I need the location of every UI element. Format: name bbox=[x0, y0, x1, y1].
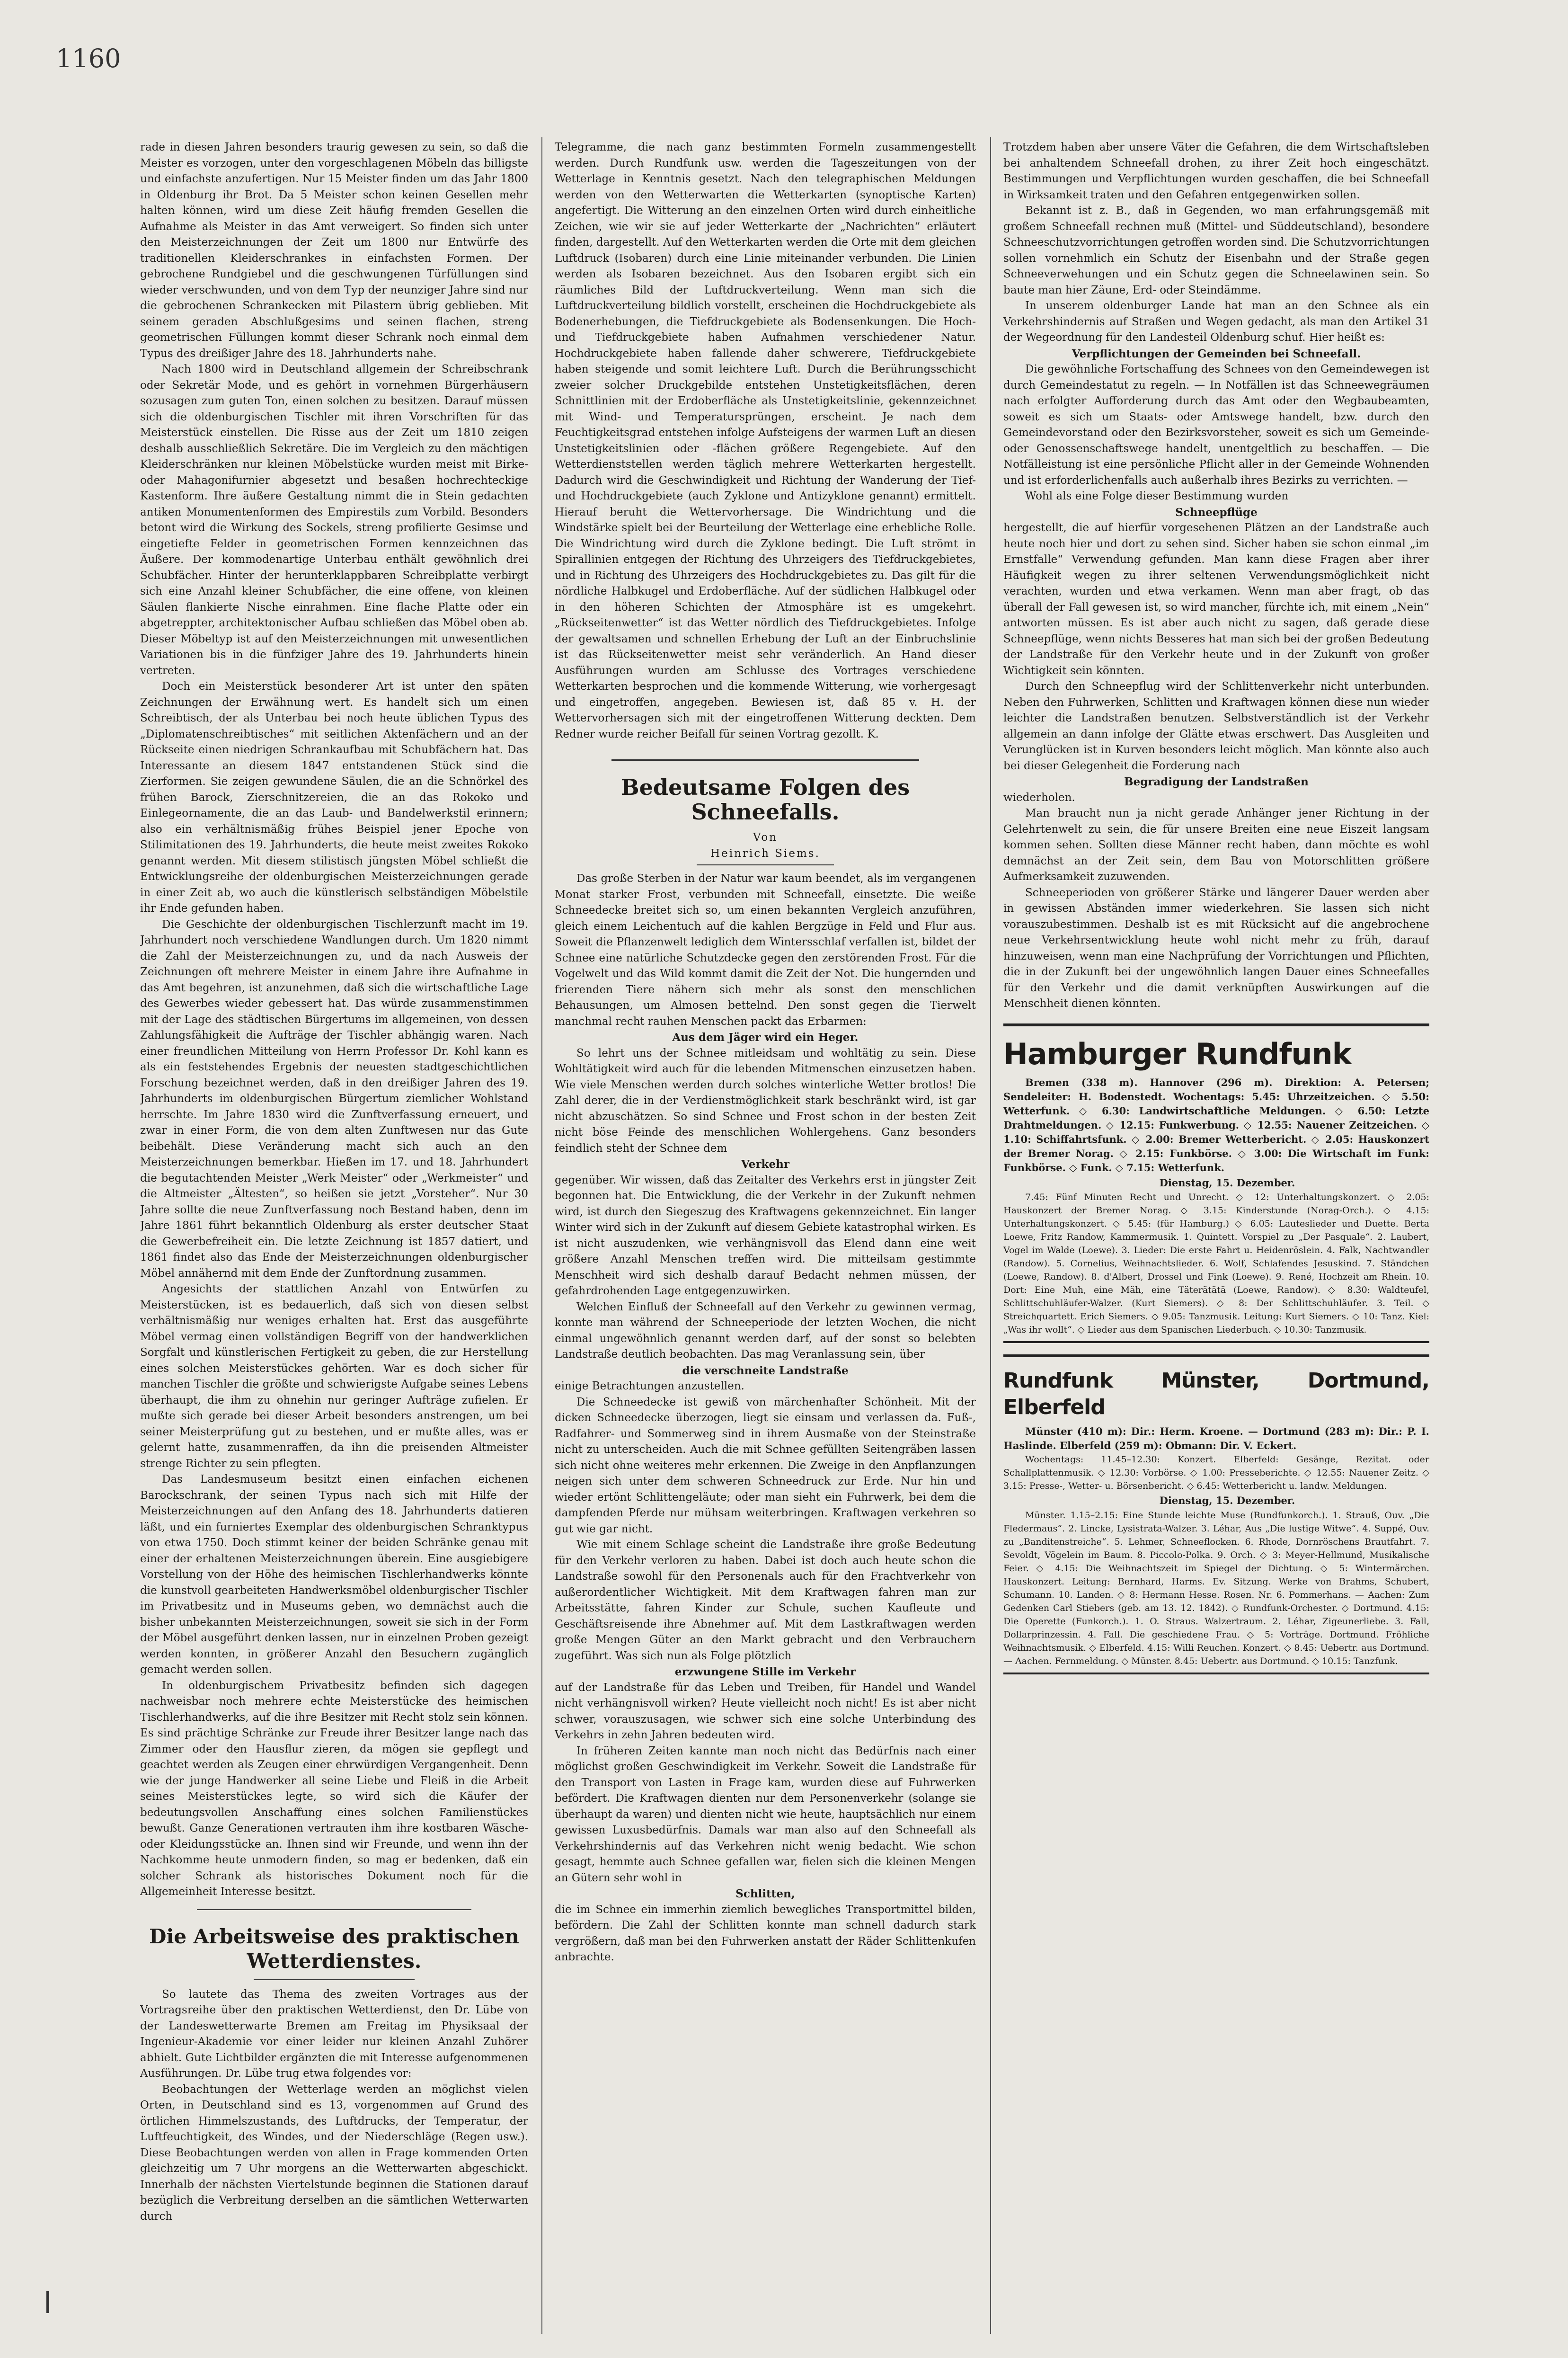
paragraph: Die Schneedecke ist gewiß von märchenhafter Schönheit. Mit der dicken Schneedecke überzogen, liegt sie einsam und verlassen da. Fuß-, Radfahrer- und Sommerweg sind in ihrem Ausmaße von der Steinstraße nicht zu unterscheiden. Auch die mit Schnee gefüllten Seitengräben lassen sich nicht ohne weiteres mehr erkennen. Die Zweige in den Anpflanzungen neigen sich unter dem schweren Schneedruck zur Erde. Nur hin und wieder ertönt Schlittengeläute; oder man sieht ein Fuhrwerk, bei dem die dampfenden Pferde nur mühsam weiterbringen. Kraftwagen verkehren so gut wie gar nicht. bbox=[555, 1396, 976, 1535]
headline-rule bbox=[697, 864, 834, 865]
radio-program-muenster bbox=[1003, 1354, 1429, 1674]
margin-mark bbox=[46, 2291, 49, 2313]
paragraph: Wie mit einem Schlage scheint die Landstraße ihre große Bedeutung für den Verkehr verloren zu haben. Dabei ist doch auch heute schon die Landstraße sowohl für den Personenals auch für den Frachtverkehr von außerordentlicher Wichtigkeit. Mit dem Kraftwagen fahren man zur Arbeitsstätte, fahren Kinder zur Schule, suchen Kaufleute und Geschäftsreisende ihre Abnehmer auf. Mit dem Lastkraftwagen werden große Mengen Güter an den Markt gebracht und den Verbrauchern zugeführt. Was sich nun als Folge plötzlich bbox=[555, 1539, 976, 1662]
subhead-schneepfluege: Schneepflüge bbox=[1175, 506, 1258, 519]
subhead-stille: erzwungene Stille im Verkehr bbox=[674, 1665, 856, 1678]
paragraph: hergestellt, die auf hierfür vorgesehenen Plätzen an der Landstraße auch heute noch hier und dort zu sehen sind. Sicher haben sie schon einmal „im Ernstfalle“ Verwendung gefunden. Man kann diese Fragen aber ihrer Häufigkeit wegen zu ihrer seltenen Verwendungsmöglichkeit nicht verachten, wurden und etwa verkamen. Wenn man aber fragt, ob das überall der Fall gewesen ist, so wird mancher, fürchte ich, mit einem „Nein“ antworten müssen. Es ist aber auch nicht zu sagen, daß gerade diese Schneepflüge, wenn nichts Besseres hat man sich bei der großen Bedeutung der Landstraße für den Verkehr heute und in der Zukunft von großer Wichtigkeit sein könnten. bbox=[1003, 522, 1429, 677]
article-headline-wetterdienst: Die Arbeitsweise des praktischen Wetterdienstes. bbox=[149, 1924, 519, 1973]
paragraph: gegenüber. Wir wissen, daß das Zeitalter des Verkehrs erst in jüngster Zeit begonnen hat. Die Entwicklung, die der Verkehr in der Zukunft nehmen wird, ist durch den Siegeszug des Kraftwagens gekennzeichnet. Ein langer Winter wird sich in der Zukunft auf diesem Gebiete katastrophal wirken. Es ist nicht auszudenken, wie verhängnisvoll das Elend dann eine weit größere Anzahl Menschen treffen wird. Die mitteilsam gestimmte Menschheit wird sich deshalb darauf Bedacht nehmen müssen, der gefahrdrohenden Lage entgegenzuwirken. bbox=[555, 1174, 976, 1297]
subhead-jaeger: Aus dem Jäger wird ein Heger. bbox=[672, 1031, 859, 1044]
subhead-schlitten: Schlitten, bbox=[735, 1887, 795, 1900]
subhead-verpflichtungen: Verpflichtungen der Gemeinden bei Schneefall. bbox=[1072, 347, 1361, 360]
paragraph: Trotzdem haben aber unsere Väter die Gefahren, die dem Wirtschaftsleben bei anhaltendem Schneefall drohen, zu ihrer Zeit hoch eingeschätzt. Bestimmungen und Verpflichtungen wurden geschaffen, die bei Schneefall in Wirksamkeit traten und den Gefahren entgegenwirken sollen. bbox=[1003, 141, 1429, 201]
radio-title-muenster: Rundfunk Münster, Dortmund, Elberfeld bbox=[1003, 1369, 1429, 1419]
paragraph: Die Geschichte der oldenburgischen Tischlerzunft macht im 19. Jahrhundert noch verschiedene Wandlungen durch. Um 1820 nimmt die Zahl der Meisterzeichnungen zu, und da nach Ausweis der Zeichnungen oft mehrere Meister in einem Jahre ihre Aufnahme in das Amt begehren, ist anzunehmen, daß sich die wirtschaftliche Lage des Gewerbes wieder gebessert hat. Das würde zusammenstimmen mit der Lage des städtischen Bürgertums im allgemeinen, von dessen Zahlungsfähigkeit die Aufträge der Tischler abhängig waren. Nach einer freundlichen Mitteilung von Herrn Professor Dr. Kohl kann es als ein feststehendes Ergebnis der neuesten stadtgeschichtlichen Forschung bezeichnet werden, daß in den dreißiger Jahren des 19. Jahrhunderts im oldenburgischen Bürgertum ziemlicher Wohlstand herrschte. Im Jahre 1830 wird die Zunftverfassung erneuert, und zwar in einer Form, die von dem alten Zunftwesen nur das Gute beibehält. Diese Veränderung macht sich auch an den Meisterzeichnungen bemerkbar. Hießen im 17. und 18. Jahrhundert die begutachtenden Meister „Werk Meister“ oder „Werkmeister“ und die Altmeister „Ältesten“, so heißen sie jetzt „Vorsteher“. Nur 30 Jahre sollte die neue Zunftverfassung noch Bestand haben, denn im Jahre 1861 führt bekanntlich Oldenburg als erster deutscher Staat die Gewerbefreiheit ein. Die letzte Zeichnung ist 1857 datiert, und 1861 findet also das Ende der Meisterzeichnungen oldenburgischer Möbel annähernd mit dem Ende der Zunftordnung zusammen. bbox=[140, 918, 528, 1280]
paragraph: Man braucht nun ja nicht gerade Anhänger jener Richtung in der Gelehrtenwelt zu sein, die für unsere Breiten eine neue Eiszeit langsam kommen sehen. Sollten diese Männer recht haben, dann möchte es wohl demnächst an der Zeit sein, dem Bau von Motorschlitten größere Aufmerksamkeit zuzuwenden. bbox=[1003, 807, 1429, 883]
paragraph: Bekannt ist z. B., daß in Gegenden, wo man erfahrungsgemäß mit großem Schneefall rechnen muß (Mittel- und Süddeutschland), besondere Schneeschutzvorrichtungen getroffen worden sind. Die Schutzvorrichtungen sollen vornehmlich ein Schutz der Eisenbahn und der Straße gegen Schneeverwehungen und ein Schutz gegen die Schneelawinen sein. So baute man hier Zäune, Erd- oder Steindämme. bbox=[1003, 205, 1429, 296]
article-separator bbox=[611, 759, 919, 761]
paragraph: Telegramme, die nach ganz bestimmten Formeln zusammengestellt werden. Durch Rundfunk usw. werden die Tageszeitungen von der Wetterlage in Kenntnis gesetzt. Nach den telegraphischen Meldungen werden von den Wetterwarten die Wetterkarten (synoptische Karten) angefertigt. Die Witterung an den einzelnen Orten wird durch einheitliche Zeichen, wie wir sie auf jeder Wetterkarte der „Nachrichten“ erläutert finden, dargestellt. Auf den Wetterkarten werden die Orte mit dem gleichen Luftdruck (Isobaren) durch eine Linie miteinander verbunden. Die Linien werden als Isobaren bezeichnet. Aus den Isobaren ergibt sich ein räumliches Bild der Luftdruckverteilung. Wenn man sich die Luftdruckverteilung bildlich vorstellt, erscheinen die Hochdruckgebiete als Bodenerhebungen, die Tiefdruckgebiete als Bodensenkungen. Die Hoch- und Tiefdruckgebiete haben Aufnahmen verschiedener Natur. Hochdruckgebiete haben fallende daher schwerere, Tiefdruckgebiete haben steigende und somit leichtere Luft. Durch die Berührungsschicht zweier solcher Druckgebilde entstehen Unstetigkeitsflächen, deren Schnittlinien mit der Erdoberfläche als Unstetigkeitslinie, gekennzeichnet mit Wind- und Temperatursprüngen, erscheint. Je nach dem Feuchtigkeitsgrad entstehen infolge Aufsteigens der warmen Luft an diesen Unstetigkeitslinien oder -flächen größere Regengebiete. Auf den Wetterdienststellen werden täglich mehrere Wetterkarten hergestellt. Dadurch wird die Geschwindigkeit und Richtung der Wanderung der Tief- und Hochdruckgebiete (auch Zyklone und Antizyklone genannt) ermittelt. Hierauf beruht die Wettervorhersage. Die Windrichtung und die Windstärke spielt bei der Beurteilung der Wetterlage eine erhebliche Rolle. Die Windrichtung wird durch die Zyklone bedingt. Die Luft strömt in Spirallinien entgegen der Richtung des Uhrzeigers des Tiefdruckgebietes, und in Richtung des Uhrzeigers des Hochdruckgebietes zu. Das gilt für die nördliche Halbkugel und Erdoberfläche. Auf der südlichen Halbkugel oder in den höheren Schichten der Atmosphäre ist es umgekehrt. „Rückseitenwetter“ ist das Wetter nördlich des Tiefdruckgebietes. Infolge der gewaltsamen und schnellen Erhebung der Luft an der Einbruchslinie ist das Rückseitenwetter meist sehr veränderlich. An Hand dieser Ausführungen wurden am Schlusse des Vortrages verschiedene Wetterkarten besprochen und die kommende Witterung, wie vorhergesagt und eingetroffen, angegeben. Bewiesen ist, daß 85 v. H. der Wettervorhersagen sich mit der eingetroffenen Witterung deckten. Dem Redner wurde reicher Beifall für seinen Vortrag gezollt. K. bbox=[555, 141, 976, 740]
column-1 bbox=[140, 140, 528, 2346]
column-3 bbox=[1003, 140, 1429, 2346]
paragraph: So lautete das Thema des zweiten Vortrages aus der Vortragsreihe über den praktischen Wetterdienst, den Dr. Lübe von der Landeswetterwarte Bremen am Freitag im Physiksaal der Ingenieur-Akademie vor einer leider nur kleinen Anzahl Zuhörer abhielt. Gute Lichtbilder ergänzten die mit Interesse aufgenommenen Ausführungen. Dr. Lübe trug etwa folgendes vor: bbox=[140, 1988, 528, 2080]
radio-stations-hamburg: Bremen (338 m). Hannover (296 m). Direktion: A. Petersen; Sendeleiter: H. Bodenstedt. Wochentags: 5.45: Uhrzeitzeichen. ◇ 5.50: Wetterfunk. ◇ 6.30: Landwirtschaftliche Meldungen. ◇ 6.50: Letzte Drahtmeldungen. ◇ 12.15: Funkwerbung. ◇ 12.55: Nauener Zeitzeichen. ◇ 1.10: Schiffahrtsfunk. ◇ 2.00: Bremer Wetterbericht. ◇ 2.05: Hauskonzert der Bremer Norag. ◇ 2.15: Funkbörse. ◇ 3.00: Die Wirtschaft im Funk: Funkbörse. ◇ Funk. ◇ 7.15: Wetterfunk. bbox=[1003, 1076, 1429, 1174]
radio-title-hamburg: Hamburger Rundfunk bbox=[1003, 1036, 1351, 1071]
paragraph: So lehrt uns der Schnee mitleidsam und wohltätig zu sein. Diese Wohltätigkeit wird auch für die lebenden Mitmenschen einzusetzen haben. Wie viele Menschen werden durch solches winterliche Wetter brotlos! Die Zahl derer, die in der Verdienstmöglichkeit stark beschränkt wird, ist gar nicht abzuschätzen. So sind Schnee und Frost schon in der besten Zeit nicht böse Feinde des menschlichen Wohlergehens. Ganz besonders feindlich steht der Schnee dem bbox=[555, 1047, 976, 1155]
byline-von: Von bbox=[753, 831, 778, 844]
radio-weekly-text: Wochentags: 11.45–12.30: Konzert. Elberfeld: Gesänge, Rezitat. oder Schallplattenmusik. ◇ 12.30: Vorbörse. ◇ 1.00: Presseberichte. ◇ 12.55: Nauener Zeitz. ◇ 3.15: Presse-, Wetter- u. Börsenbericht. ◇ 6.45: Wetterbericht u. landw. Meldungen. bbox=[1003, 1454, 1429, 1491]
quote-paragraph: Die gewöhnliche Fortschaffung des Schnees von den Gemeindewegen ist durch Gemeindestatut zu regeln. — In Notfällen ist das Schneewegräumen nach erfolgter Aufforderung durch das Amt oder den Wegbaubeamten, soweit es sich um Staats- oder Amtswege handelt, bzw. durch den Gemeindevorstand oder den Bezirksvorsteher, soweit es sich um Gemeinde- oder Genossenschaftswege handelt, unentgeltlich zu beschaffen. — Die Notfälleistung ist eine persönliche Pflicht aller in der Gemeinde Wohnenden und ist erforderlichenfalls auch außerhalb ihres Bezirks zu verrichten. — bbox=[1003, 363, 1429, 487]
byline-author: Heinrich Siems. bbox=[710, 847, 820, 860]
radio-stations-muenster: Münster (410 m): Dir.: Herm. Kroene. — Dortmund (283 m): Dir.: P. I. Haslinde. Elberfeld (259 m): Obmann: Dir. V. Eckert. bbox=[1003, 1425, 1429, 1451]
radio-day-muenster: Dienstag, 15. Dezember. bbox=[1159, 1495, 1295, 1506]
paragraph: Schneeperioden von größerer Stärke und längerer Dauer werden aber in gewissen Abständen immer wiederkehren. Sie lassen sich nicht vorauszubestimmen. Deshalb ist es mit Rücksicht auf die angebrochene neue Verkehrsentwicklung heute wohl nicht mehr zu früh, darauf hinzuweisen, wenn man eine Nachprüfung der Vorrichtungen und Pflichten, die in der Zukunft bei der ungewöhnlich langen Dauer eines Schneefalles für den Verkehr und die damit verknüpften Auswirkungen auf die Menschheit dienen könnten. bbox=[1003, 886, 1429, 1010]
column-divider-2 bbox=[990, 137, 991, 2334]
paragraph: Das große Sterben in der Natur war kaum beendet, als im vergangenen Monat starker Frost, verbunden mit Schneefall, einsetzte. Die weiße Schneedecke breitet sich so, um einen bekannten Vergleich anzuführen, gleich einem Leichentuch auf die kahlen Bergzüge in Feld und Flur aus. Soweit die Pflanzenwelt lediglich dem Wintersschlaf verfallen ist, bildet der Schnee eine natürliche Schutzdecke gegen den zerstörenden Frost. Für die Vogelwelt und das Wild kommt damit die Zeit der Not. Die hungernden und frierenden Tiere nähern sich mehr als sonst den menschlichen Behausungen, um Almosen bettelnd. Den sonst gegen die Tierwelt manchmal recht rauhen Menschen packt das Erbarmen: bbox=[555, 872, 976, 1028]
article-separator bbox=[197, 1909, 471, 1910]
paragraph: Beobachtungen der Wetterlage werden an möglichst vielen Orten, in Deutschland sind es 13, vorgenommen auf Grund des örtlichen Himmelszustands, des Luftdrucks, der Temperatur, der Luftfeuchtigkeit, des Windes, und der Niederschläge (Regen usw.). Diese Beobachtungen werden von allen in Frage kommenden Orten gleichzeitig um 7 Uhr morgens an die Wetterwarten abgeschickt. Innerhalb der nächsten Viertelstunde beginnen die Stationen darauf bezüglich die Verbreitung derselben an die sämtlichen Wetterwarten durch bbox=[140, 2083, 528, 2223]
subhead-verkehr: Verkehr bbox=[741, 1158, 789, 1171]
paragraph: In unserem oldenburger Lande hat man an den Schnee als ein Verkehrshindernis auf Straßen und Wegen gedacht, als man den Artikel 31 der Wegeordnung für den Landesteil Oldenburg schuf. Hier heißt es: bbox=[1003, 300, 1429, 344]
paragraph: Angesichts der stattlichen Anzahl von Entwürfen zu Meisterstücken, ist es bedauerlich, daß sich von diesen selbst verhältnismäßig nur weniges erhalten hat. Erst das ausgeführte Möbel vermag einen vollständigen Begriff von der handwerklichen Sorgfalt und künstlerischen Fertigkeit zu geben, die zur Herstellung eines solchen Meisterstückes gehörten. War es doch sicher für manchen Tischler die größte und schwierigste Aufgabe seines Lebens überhaupt, die ihm zu ohnehin nur geringer Aufträge zufielen. Er mußte sich gerade bei dieser Arbeit besonders anstrengen, um bei seiner Meisterprüfung gut zu bestehen, und er mußte alles, was er gelernt hatte, zusammenraffen, da ihn die preisenden Altmeister strenge Richter zu sein pflegten. bbox=[140, 1283, 528, 1470]
radio-program-text: Münster. 1.15–2.15: Eine Stunde leichte Muse (Rundfunkorch.). 1. Strauß, Ouv. „Die Fledermaus“. 2. Lincke, Lysistrata-Walzer. 3. Léhar, Aus „Die lustige Witwe“. 4. Suppé, Ouv. zu „Banditenstreiche“. 5. Lehmer, Schneeflocken. 6. Rhode, Dornröschens Brautfahrt. 7. Sevoldt, Vögelein im Baum. 8. Piccolo-Polka. 9. Orch. ◇ 3: Meyer-Hellmund, Musikalische Feier. ◇ 4.15: Die Weihnachtszeit im Spiegel der Dichtung. ◇ 5: Wintermärchen. Hauskonzert. Leitung: Bernhard, Harms. Ev. Sitzung. Werke von Brahms, Schubert, Schumann. 10. Landen. ◇ 8: Hermann Hesse. Rosen. Nr. 6. Pommerhans. — Aachen: Zum Gedenken Carl Stiebers (geb. am 13. 12. 1842). ◇ Rundfunk-Orchester. ◇ Dortmund. 4.15: Die Operette (Funkorch.). 1. O. Straus. Walzertraum. 2. Léhar, Zigeunerliebe. 3. Fall, Dollarprinzessin. 4. Fall. Die geschiedene Frau. ◇ 5: Vorträge. Dortmund. Fröhliche Weihnachtsmusik. ◇ Elberfeld. 4.15: Willi Reuchen. Konzert. ◇ 8.45: Uebertr. aus Dortmund. — Aachen. Fernmeldung. ◇ Münster. 8.45: Uebertr. aus Dortmund. ◇ 10.15: Tanzfunk. bbox=[1003, 1510, 1429, 1666]
radio-program-hamburg bbox=[1003, 1023, 1429, 1344]
column-2 bbox=[555, 140, 976, 2346]
paragraph: Doch ein Meisterstück besonderer Art ist unter den späten Zeichnungen der Erwähnung wert. Es handelt sich um einen Schreibtisch, der als Unterbau bei noch heute üblichen Typus des „Diplomatenschreibtisches“ mit seitlichen Aktenfächern und an der Rückseite einen niedrigen Schrankaufbau mit Schubfächern hat. Das Interessante an diesem 1847 entstandenen Stück sind die Zierformen. Sie zeigen gewundene Säulen, die an die Schnörkel des frühen Barock, Zierschnitzereien, die an das Rokoko und Einlegeornamente, die an das Laub- und Bandelwerkstil erinnern; also ein verhältnismäßig frühes Beispiel jener Epoche von Stilimitationen des 19. Jahrhunderts, die heute meist zweites Rokoko genannt werden. Mit diesem stilistisch jüngsten Möbel schließt die Entwicklungsreihe der oldenburgischen Meisterzeichnungen gerade in einer Zeit ab, wo auch die künstlerisch selbständigen Möbelstile ihr Ende gefunden haben. bbox=[140, 680, 528, 915]
paragraph: Das Landesmuseum besitzt einen einfachen eichenen Barockschrank, der seinen Typus nach sich mit Hilfe der Meisterzeichnungen auf den Anfang des 18. Jahrhunderts datieren läßt, und ein furniertes Exemplar des oldenburgischen Schranktypus von etwa 1750. Doch stimmt keiner der beiden Schränke genau mit einer der erhaltenen Meisterzeichnungen überein. Eine ausgiebigere Vorstellung von der Höhe des heimischen Tischlerhandwerks könnte die kunstvoll gearbeiteten Handwerksmöbel oldenburgischer Tischler im Privatbesitz und in Museums geben, wo demnächst auch die bisher unbekannten Meisterzeichnungen, soweit sie sich in der Form der Möbel ausgeführt denken lassen, nur in einzelnen Proben gezeigt werden konnten, in größerer Anzahl den Besuchern zugänglich gemacht werden sollen. bbox=[140, 1473, 528, 1676]
paragraph: Wohl als eine Folge dieser Bestimmung wurden bbox=[1025, 490, 1289, 502]
paragraph: die im Schnee ein immerhin ziemlich bewegliches Transportmittel bilden, befördern. Die Zahl der Schlitten konnte man schnell dadurch stark vergrößern, daß man bei den Fuhrwerken anstatt der Räder Schlittenkufen anbrachte. bbox=[555, 1903, 976, 1963]
paragraph: einige Betrachtungen anzustellen. bbox=[555, 1380, 744, 1392]
paragraph: auf der Landstraße für das Leben und Treiben, für Handel und Wandel nicht verhängnisvoll wirken? Heute vielleicht noch nicht! Es ist aber nicht schwer, vorauszusagen, wie schwer sich eine solche Unterbindung des Verkehrs in zehn Jahren bedeuten wird. bbox=[555, 1681, 976, 1741]
paragraph: Nach 1800 wird in Deutschland allgemein der Schreibschrank oder Sekretär Mode, und es gehört in vornehmen Bürgerhäusern sozusagen zum guten Ton, einen solchen zu besitzen. Darauf müssen sich die oldenburgischen Tischler mit ihren Vorschriften für das Meisterstück einstellen. Die Risse aus der Zeit um 1810 zeigen deshalb ausschließlich Sekretäre. Die im Vergleich zu den mächtigen Kleiderschränken nur kleinen Möbelstücke wurden meist mit Birke- oder Mahagonifurnier abgesetzt und besaßen hochrechteckige Kastenform. Ihre äußere Gestaltung nimmt die in Stein gedachten antiken Monumentenformen des Empirestils zum Vorbild. Besonders betont wird die Wirkung des Sockels, streng profilierte Gesimse und eingetiefte Felder in geometrischen Formen kennzeichnen das Äußere. Der kommodenartige Unterbau enthält gewöhnlich drei Schubfächer. Hinter der herunterklappbaren Schreibplatte verbirgt sich eine Anzahl kleiner Schubfächer, die eine offene, von kleinen Säulen flankierte Nische einrahmen. Eine flache Platte oder ein abgetreppter, architektonischer Aufbau schließen das Möbel oben ab. Dieser Möbeltyp ist auf den Meisterzeichnungen mit unwesentlichen Variationen bis in die fünfziger Jahre des 19. Jahrhunderts hinein vertreten. bbox=[140, 363, 528, 677]
headline-rule bbox=[254, 1979, 415, 1980]
radio-program-text: 7.45: Fünf Minuten Recht und Unrecht. ◇ 12: Unterhaltungskonzert. ◇ 2.05: Hauskonzert der Bremer Norag. ◇ 3.15: Kinderstunde (Norag-Orch.). ◇ 4.15: Unterhaltungskonzert. ◇ 5.45: (für Hamburg.) ◇ 6.05: Lauteslieder und Duette. Berta Loewe, Fritz Randow, Kammermusik. 1. Quintett. Vorspiel zu „Der Pasquale“. 2. Laubert, Vogel im Walde (Loewe). 3. Lieder: Die erste Fahrt u. Heidenröslein. 4. Falk, Nachtwandler (Randow). 5. Cornelius, Weihnachtslieder. 6. Wolf, Schlafendes Jesuskind. 7. Ständchen (Loewe, Randow). 8. d'Albert, Drossel und Fink (Loewe). 9. René, Hochzeit am Rhein. 10. Dort: Eine Muh, eine Mäh, eine Täterätätä (Loewe, Randow). ◇ 8.30: Waldteufel, Schlittschuhläufer-Walzer. (Kurt Siemers). ◇ 8: Der Schlittschuhläufer. 3. Teil. ◇ Streichquartett. Erich Siemers. ◇ 9.05: Tanzmusik. Leitung: Kurt Siemers. ◇ 10: Tanz. Kiel: „Was ihr wollt“. ◇ Lieder aus dem Spanischen Liederbuch. ◇ 10.30: Tanzmusik. bbox=[1003, 1192, 1429, 1335]
paragraph: rade in diesen Jahren besonders traurig gewesen zu sein, so daß die Meister es vorzogen, unter den vorgeschlagenen Möbeln das billigste und einfachste anzufertigen. Nur 15 Meister finden um das Jahr 1800 in Oldenburg ihr Brot. Da 5 Meister schon keinen Gesellen mehr halten können, wird um diese Zeit häufig fremden Gesellen die Aufnahme als Meister in das Amt verweigert. So finden sich unter den Meisterzeichnungen der Zeit um 1800 nur Entwürfe des traditionellen Kleiderschrankes in einfachsten Formen. Der gebrochene Rundgiebel und die geschwungenen Türfüllungen sind wieder verschwunden, und von dem Typ der neunziger Jahre sind nur die gebrochenen Schrankecken mit Pilastern übrig geblieben. Mit seinem geraden Abschlußgesims und seinen flachen, streng geometrischen Füllungen kommt dieser Schrank noch einmal dem Typus des dreißiger Jahre des 18. Jahrhunderts nahe. bbox=[140, 141, 528, 360]
paragraph: Welchen Einfluß der Schneefall auf den Verkehr zu gewinnen vermag, konnte man während der Schneeperiode der letzten Wochen, die nicht einmal ungewöhnlich genannt werden darf, auf der sonst so belebten Landstraße deutlich beobachten. Das mag Veranlassung sein, über bbox=[555, 1300, 976, 1361]
paragraph: In früheren Zeiten kannte man noch nicht das Bedürfnis nach einer möglichst großen Geschwindigkeit im Verkehr. Soweit die Landstraße für den Transport von Lasten in Frage kam, wurden diese auf Fuhrwerken befördert. Die Kraftwagen dienten nur dem Personenverkehr (solange sie überhaupt da waren) und dienten nicht wie heute, hauptsächlich nur einem gewissen Luxusbedürfnis. Damals war man also auf den Schneefall als Verkehrshindernis auf das Verkehren nicht wenig bedacht. Wie schon gesagt, hemmte auch Schnee gefallen war, fielen sich die kleinen Mengen an Gütern sehr wohl in bbox=[555, 1744, 976, 1884]
paragraph: Durch den Schneepflug wird der Schlittenverkehr nicht unterbunden. Neben den Fuhrwerken, Schlitten und Kraftwagen können diese nun wieder leichter die Landstraßen benutzen. Selbstverständlich ist der Verkehr allgemein an dann infolge der Glätte etwas erschwert. Das Ausgleiten und Verunglücken ist in Kurven besonders leicht möglich. Man könnte also auch bei dieser Gelegenheit die Forderung nach bbox=[1003, 680, 1429, 772]
radio-day-hamburg: Dienstag, 15. Dezember. bbox=[1159, 1176, 1295, 1189]
paragraph: In oldenburgischem Privatbesitz befinden sich dagegen nachweisbar noch mehrere echte Meisterstücke des heimischen Tischlerhandwerks, auf die ihre Besitzer mit Recht stolz sein können. Es sind prächtige Schränke zur Freude ihrer Besitzer lange nach das Zimmer oder den Hausflur zieren, da mögen sie gepflegt und geachtet werden als Zeugen einer ehrwürdigen Vergangenheit. Denn wie der junge Handwerker all seine Liebe und Fleiß in die Arbeit seines Meisterstückes legte, so wird sich die Käufer der bedeutungsvollen Anschaffung eines solchen Familienstückes bewußt. Ganze Generationen vertrauten ihm ihre kostbaren Wäsche- oder Kleidungsstücke an. Ihnen sind wir Freunde, und wenn ihn der Nachkomme heute unmodern finden, so mag er bedenken, daß ein solcher Schrank als historisches Dokument noch für die Allgemeinheit Interesse besitzt. bbox=[140, 1679, 528, 1898]
paragraph: wiederholen. bbox=[1003, 791, 1075, 804]
article-headline-schneefall: Bedeutsame Folgen des Schneefalls. bbox=[620, 774, 910, 825]
subhead-landstrasse: die verschneite Landstraße bbox=[682, 1364, 849, 1377]
page-number: 1160 bbox=[56, 44, 121, 73]
column-divider-1 bbox=[541, 137, 542, 2334]
subhead-begradigung: Begradigung der Landstraßen bbox=[1124, 775, 1309, 788]
